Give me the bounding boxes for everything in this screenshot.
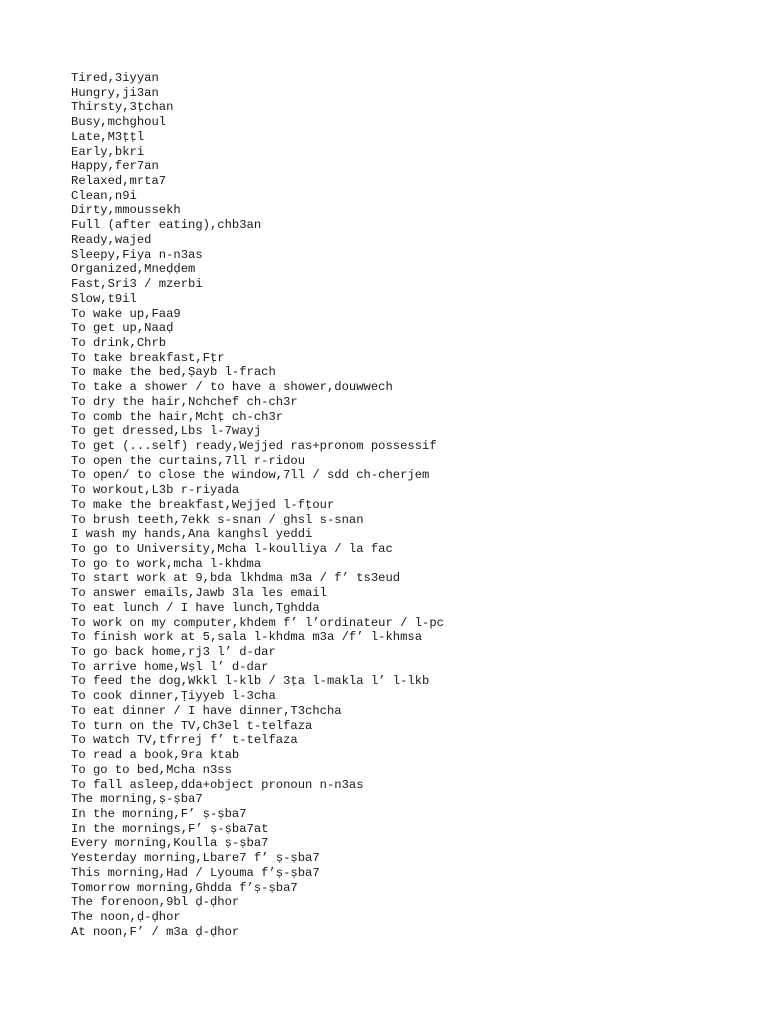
- vocab-line: To feed the dog,Wkkl l-klb / 3ṭa l-makla l’ l-lkb: [71, 674, 430, 689]
- vocab-line: To go to University,Mcha l-koulliya / la fac: [71, 542, 393, 556]
- vocab-line: To watch TV,tfrrej f’ t-telfaza: [71, 733, 298, 748]
- vocab-line: Hungry,ji3an: [71, 85, 159, 100]
- vocab-line: To read a book,9ra ktab: [71, 748, 240, 763]
- vocab-line: Dirty,mmoussekh: [71, 203, 181, 218]
- vocab-line: To go back home,rj3 l’ d-dar: [71, 645, 276, 660]
- vocab-line: To go to work,mcha l-khdma: [71, 556, 262, 571]
- vocab-line: In the morning,F’ ṣ-ṣba7: [71, 806, 247, 821]
- vocab-line: This morning,Had / Lyouma f’ṣ-ṣba7: [71, 865, 320, 880]
- vocab-line: To work on my computer,khdem f’ l’ordinateur / l-pc: [71, 615, 444, 630]
- vocab-line: Ready,wajed: [71, 232, 152, 247]
- vocab-line: To get (...self) ready,Wejjed ras+pronom possessif: [71, 438, 437, 453]
- vocab-line: To dry the hair,Nchchef ch-ch3r: [71, 394, 298, 409]
- vocab-line: To take a shower / to have a shower,douwwech: [71, 380, 393, 395]
- vocab-line: To turn on the TV,Ch3el t-telfaza: [71, 718, 313, 733]
- vocab-line: To open/ to close the window,7ll / sdd ch-cherjem: [71, 468, 430, 483]
- vocab-line: Slow,t9il: [71, 291, 137, 306]
- vocab-line: To open the curtains,7ll r-ridou: [71, 453, 306, 468]
- vocab-line: To finish work at 5,sala l-khdma m3a /f’ l-khmsa: [71, 630, 423, 645]
- vocab-line: I wash my hands,Ana kanghsl yeddi: [71, 527, 313, 542]
- vocab-line: Late,M3ṭṭl: [71, 129, 145, 144]
- vocab-line: To eat dinner / I have dinner,T3chcha: [71, 703, 342, 718]
- vocab-line: The morning,ṣ-ṣba7: [71, 792, 203, 807]
- vocab-line: To make the bed,Ṣayb l-frach: [71, 365, 276, 380]
- vocab-line: Full (after eating),chb3an: [71, 218, 262, 233]
- vocab-line: To brush teeth,7ekk s-snan / ghsl s-snan: [71, 512, 364, 527]
- vocab-line: Sleepy,Fiya n-n3as: [71, 247, 203, 262]
- vocab-line: To start work at 9,bda lkhdma m3a / f’ ts3eud: [71, 571, 401, 586]
- vocab-line: At noon,F’ / m3a ḍ-ḍhor: [71, 924, 240, 939]
- vocab-line: Tired,3iyyan: [71, 71, 159, 85]
- vocab-line: To answer emails,Jawb 3la les email: [71, 586, 327, 601]
- vocab-line: To workout,L3b r-riyada: [71, 483, 240, 498]
- vocab-line: Relaxed,mrta7: [71, 174, 167, 189]
- vocab-line: To go to bed,Mcha n3ss: [71, 762, 232, 777]
- vocab-line: To get dressed,Lbs l-7wayj: [71, 424, 262, 439]
- vocab-line: Busy,mchghoul: [71, 115, 167, 130]
- vocab-line: Organized,Mneḍḍem: [71, 262, 196, 277]
- vocab-line: Clean,n9i: [71, 188, 137, 203]
- vocab-line: Yesterday morning,Lbare7 f’ ṣ-ṣba7: [71, 851, 320, 866]
- vocab-line: Every morning,Koulla ṣ-ṣba7: [71, 836, 269, 851]
- vocab-line: To comb the hair,Mchṭ ch-ch3r: [71, 409, 284, 424]
- vocab-line: To cook dinner,Ṭiyyeb l-3cha: [71, 689, 276, 704]
- vocab-line: The noon,ḍ-ḍhor: [71, 909, 181, 924]
- vocab-line: To take breakfast,Fṭr: [71, 350, 225, 365]
- vocab-line: Thirsty,3ṭchan: [71, 100, 174, 115]
- vocab-line: To make the breakfast,Wejjed l-fṭour: [71, 497, 335, 512]
- vocab-line: To arrive home,Wṣl l’ d-dar: [71, 659, 269, 674]
- vocab-line: Fast,Sri3 / mzerbi: [71, 277, 203, 292]
- vocab-line: To eat lunch / I have lunch,Tghdda: [71, 600, 320, 615]
- vocab-line: The forenoon,9bl ḍ-ḍhor: [71, 895, 240, 910]
- vocab-line: Tomorrow morning,Ghdda f’ṣ-ṣba7: [71, 880, 298, 895]
- vocab-line: To fall asleep,dda+object pronoun n-n3as: [71, 777, 364, 792]
- vocab-line: In the mornings,F’ ṣ-ṣba7at: [71, 821, 269, 836]
- vocab-line: Early,bkri: [71, 144, 145, 159]
- vocab-line: To wake up,Faa9: [71, 306, 181, 321]
- vocab-line: To get up,Naaḍ: [71, 321, 174, 336]
- document-page: [71, 71, 751, 939]
- vocab-line: To drink,Chrb: [71, 335, 167, 350]
- vocab-line: Happy,fer7an: [71, 159, 159, 174]
